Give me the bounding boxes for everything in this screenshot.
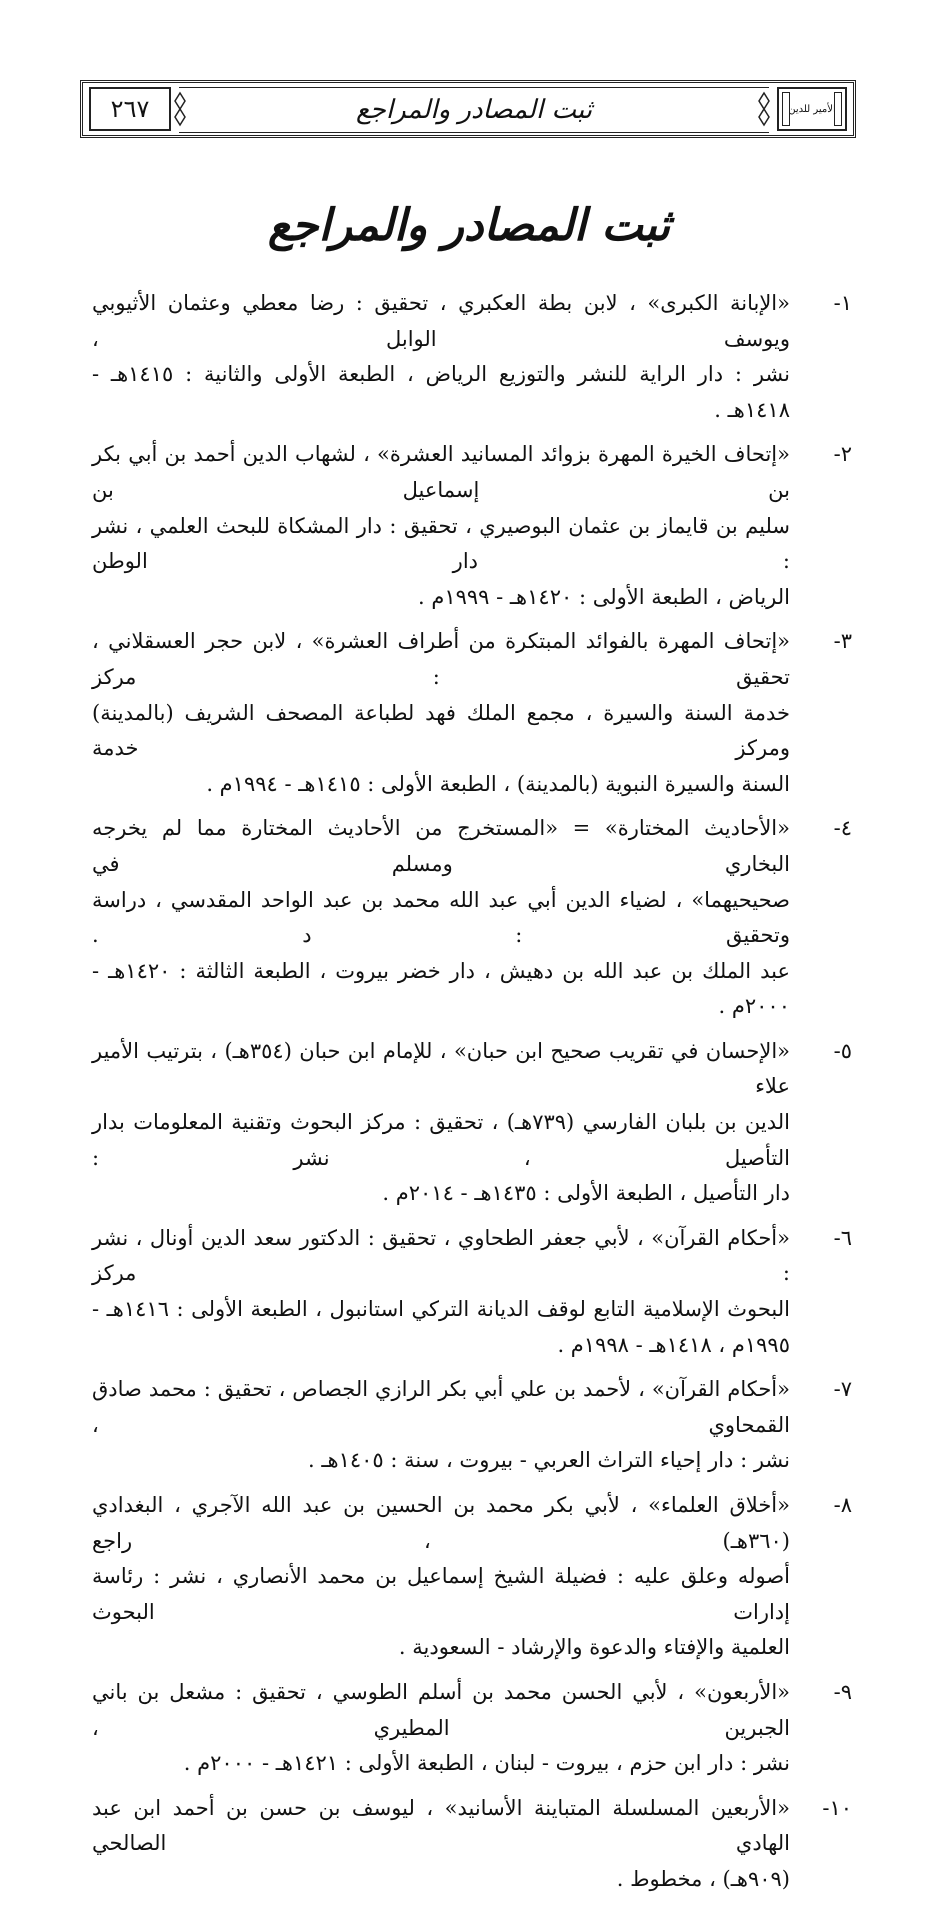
entry-line: الرياض ، الطبعة الأولى : ١٤٢٠هـ - ١٩٩٩م . bbox=[417, 584, 790, 609]
entry-text bbox=[92, 1221, 790, 1363]
entry-line: «الأربعين المسلسلة المتباينة الأسانيد» ، ليوسف بن حسن بن أحمد ابن عبد الهادي الصالحي bbox=[92, 1795, 790, 1856]
entry-line: عبد الملك بن عبد الله بن دهيش ، دار خضر بيروت ، الطبعة الثالثة : ١٤٢٠هـ - ٢٠٠٠م . bbox=[92, 958, 790, 1019]
entry-number: ٥- bbox=[833, 1038, 852, 1063]
entry-line: «إتحاف الخيرة المهرة بزوائد المسانيد العشرة» ، لشهاب الدين أحمد بن أبي بكر بن إسماعيل بن bbox=[92, 442, 790, 502]
entry-text bbox=[92, 811, 790, 1025]
entry-line: «الأحاديث المختارة» = «المستخرج من الأحاديث المختارة مما لم يخرجه البخاري ومسلم في bbox=[92, 816, 790, 876]
running-header-title: ثبت المصادر والمراجع bbox=[179, 87, 769, 133]
entry-line: نشر : دار إحياء التراث العربي - بيروت ، سنة : ١٤٠٥هـ . bbox=[307, 1448, 790, 1473]
entry-number: ٢- bbox=[833, 442, 852, 467]
entry-line: خدمة السنة والسيرة ، مجمع الملك فهد لطباعة المصحف الشريف (بالمدينة) ومركز خدمة bbox=[92, 700, 790, 761]
header-seal-logo bbox=[777, 87, 847, 131]
entry-number: ١- bbox=[833, 291, 852, 315]
entry-number: ٤- bbox=[833, 816, 852, 841]
entry-line: نشر : دار الراية للنشر والتوزيع الرياض ، الطبعة الأولى والثانية : ١٤١٥هـ - ١٤١٨هـ . bbox=[92, 362, 790, 422]
entry-number: ٩- bbox=[833, 1679, 852, 1704]
entry-line: «الإحسان في تقريب صحيح ابن حبان» ، للإمام ابن حبان (٣٥٤هـ) ، بترتيب الأمير علاء bbox=[92, 1038, 790, 1099]
entry-line: أصوله وعلق عليه : فضيلة الشيخ إسماعيل بن محمد الأنصاري ، نشر : رئاسة إدارات البحوث bbox=[92, 1564, 790, 1624]
entry-line: «أخلاق العلماء» ، لأبي بكر محمد بن الحسين بن عبد الله الآجري ، البغدادي (٣٦٠هـ) ، راجع bbox=[92, 1493, 790, 1553]
ornament-icon bbox=[173, 91, 187, 127]
entry-line: «الأربعون» ، لأبي الحسن محمد بن أسلم الطوسي ، تحقيق : مشعل بن باني الجبرين المطيري ، bbox=[92, 1679, 790, 1740]
bibliography-entry bbox=[92, 1675, 852, 1782]
entry-text bbox=[92, 1791, 790, 1898]
entry-number: ٧- bbox=[833, 1377, 852, 1402]
entry-text bbox=[92, 286, 790, 428]
page-header bbox=[80, 80, 856, 138]
entry-line: (٩٠٩هـ) ، مخطوط . bbox=[616, 1866, 790, 1891]
entry-line: «إتحاف المهرة بالفوائد المبتكرة من أطراف العشرة» ، لابن حجر العسقلاني ، تحقيق : مركز bbox=[92, 629, 790, 689]
entry-line: العلمية والإفتاء والدعوة والإرشاد - السعودية . bbox=[398, 1635, 790, 1660]
entry-text bbox=[92, 1675, 790, 1782]
entry-text bbox=[92, 437, 790, 615]
entry-line: السنة والسيرة النبوية (بالمدينة) ، الطبعة الأولى : ١٤١٥هـ - ١٩٩٤م . bbox=[206, 771, 790, 796]
entry-text bbox=[92, 1034, 790, 1212]
entry-line: ١٩٩٥م ، ١٤١٨هـ - ١٩٩٨م . bbox=[557, 1332, 790, 1357]
bibliography-entry bbox=[92, 1034, 852, 1212]
entry-line: «أحكام القرآن» ، لأبي جعفر الطحاوي ، تحقيق : الدكتور سعد الدين أونال ، نشر : مركز bbox=[92, 1225, 790, 1286]
bibliography-list bbox=[92, 286, 852, 1907]
bibliography-entry bbox=[92, 1221, 852, 1363]
entry-line: «أحكام القرآن» ، لأحمد بن علي أبي بكر الرازي الجصاص ، تحقيق : محمد صادق القمحاوي ، bbox=[92, 1377, 790, 1437]
bibliography-entry bbox=[92, 1488, 852, 1666]
bibliography-entry bbox=[92, 811, 852, 1025]
seal-text: الأمير للدين bbox=[788, 103, 836, 115]
section-title: ثبت المصادر والمراجع bbox=[267, 199, 671, 251]
bibliography-entry bbox=[92, 1372, 852, 1479]
bibliography-entry bbox=[92, 437, 852, 615]
entry-text bbox=[92, 1488, 790, 1666]
entry-number: ٣- bbox=[833, 629, 852, 654]
page-number: ٢٦٧ bbox=[89, 87, 171, 131]
entry-number: ٨- bbox=[833, 1493, 852, 1517]
bibliography-entry bbox=[92, 1791, 852, 1898]
entry-line: سليم بن قايماز بن عثمان البوصيري ، تحقيق : دار المشكاة للبحث العلمي ، نشر : دار الوطن bbox=[92, 513, 790, 574]
entry-line: صحيحيهما» ، لضياء الدين أبي عبد الله محمد بن عبد الواحد المقدسي ، دراسة وتحقيق : د . bbox=[92, 887, 790, 948]
entry-line: «الإبانة الكبرى» ، لابن بطة العكبري ، تحقيق : رضا معطي وعثمان الأثيوبي ويوسف الوابل ، bbox=[92, 291, 790, 351]
entry-text bbox=[92, 1372, 790, 1479]
bibliography-entry bbox=[92, 286, 852, 428]
entry-line: دار التأصيل ، الطبعة الأولى : ١٤٣٥هـ - ٢٠١٤م . bbox=[382, 1181, 790, 1206]
entry-number: ٦- bbox=[833, 1225, 852, 1250]
entry-text bbox=[92, 624, 790, 802]
entry-line: الدين بن بلبان الفارسي (٧٣٩هـ) ، تحقيق : مركز البحوث وتقنية المعلومات بدار التأصيل ، نشر : bbox=[92, 1110, 790, 1170]
entry-line: البحوث الإسلامية التابع لوقف الديانة التركي استانبول ، الطبعة الأولى : ١٤١٦هـ - bbox=[92, 1297, 790, 1322]
bibliography-entry bbox=[92, 624, 852, 802]
entry-line: نشر : دار ابن حزم ، بيروت - لبنان ، الطبعة الأولى : ١٤٢١هـ - ٢٠٠٠م . bbox=[183, 1751, 790, 1776]
entry-number: ١٠- bbox=[822, 1795, 852, 1820]
